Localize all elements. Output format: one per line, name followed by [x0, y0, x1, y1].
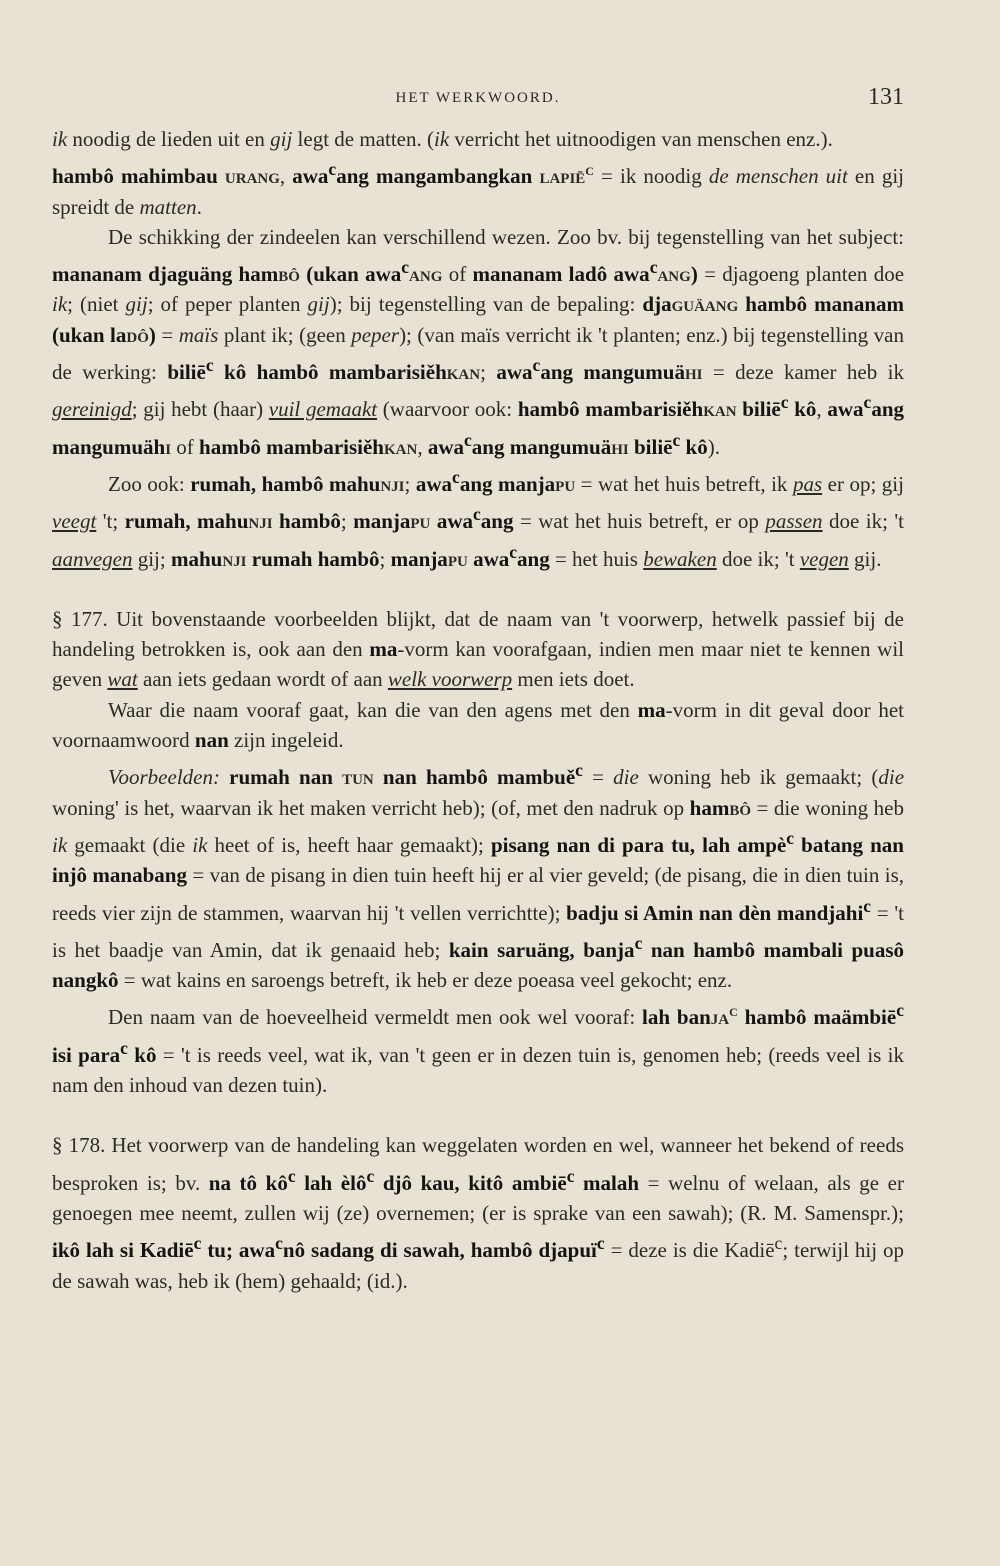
- paragraph: § 177. Uit bovenstaande voorbeelden blijkt, dat de naam van 't voorwerp, hetwelk passief bij de handeling betrokken is, ook aan den ma-vorm kan voorafgaan, indien men maar niet te kennen wil geven wat aan iets gedaan wordt of aan welk voorwerp men iets doet.: [52, 606, 905, 692]
- paragraph: Voorbeelden: rumah nan tun nan hambô mambuě$^c$ = die woning heb ik gemaakt; (die woning' is het, waarvan ik het maken verricht heb); (of, met den nadruk op hambô = die woning heb ik gemaakt (die ik heet of is, heeft haar gemaakt); pisang nan di para tu, lah ampè$^c$ batang nan injô manabang = van de pisang in dien tuin heeft hij er al vier geveld; (de pisang, die in dien tuin is, reeds vier zijn de stammen, waarvan hij 't vellen verrichtte); badju si Amin nan dèn mandjahi$^c$ = 't is het baadje van Amin, dat ik genaaid heb; kain saruäng, banja$^c$ nan hambô mambali puasô nangkô = wat kains en saroengs betreft, ik heb er deze poeasa veel gekocht; enz.: [52, 760, 905, 993]
- paragraph: hambô mahimbau urang, awa$^c$ang mangambangkan lapiē$^c$ = ik noodig de menschen uit en gij spreidt de matten.: [52, 159, 905, 219]
- paragraph: Zoo ook: rumah, hambô mahunji; awa$^c$ang manjapu = wat het huis betreft, ik pas er op; gij veegt 't; rumah, mahunji hambô; manjapu awa$^c$ang = wat het huis betreft, er op passen doe ik; 't aanvegen gij; mahunji rumah hambô; manjapu awa$^c$ang = het huis bewaken doe ik; 't vegen gij.: [52, 466, 905, 571]
- paragraph: De schikking der zindeelen kan verschillend wezen. Zoo bv. bij tegenstelling van het subject: mananam djaguäng hambô (ukan awa$^c$ang of mananam ladô awa$^c$ang) = djagoeng planten doe ik; (niet gij; of peper planten gij); bij tegenstelling van de bepaling: djaguäang hambô mananam (ukan ladô) = maïs plant ik; (geen peper); (van maïs verricht ik 't planten; enz.) bij tegenstelling van de werking: biliē$^c$ kô hambô mambarisiěhkan; awa$^c$ang mangumuähi = deze kamer heb ik gereinigd; gij hebt (haar) vuil gemaakt (waarvoor ook: hambô mambarisiěhkan biliē$^c$ kô, awa$^c$ang mangumuähi of hambô mambarisiěhkan, awa$^c$ang mangumuähi biliē$^c$ kô).: [52, 224, 905, 459]
- page-header: [52, 84, 904, 114]
- page-number: 131: [868, 84, 904, 110]
- body-text: [52, 124, 904, 1296]
- paragraph: Waar die naam vooraf gaat, kan die van den agens met den ma-vorm in dit geval door het voornaamwoord nan zijn ingeleid.: [52, 697, 905, 753]
- running-title: HET WERKWOORD.: [395, 90, 561, 106]
- paragraph: Den naam van de hoeveelheid vermeldt men ook wel vooraf: lah banja$^c$ hambô maämbiē$^c$ isi para$^c$ kô = 't is reeds veel, wat ik, van 't geen er in dezen tuin is, genomen heb; (reeds veel is ik nam den inhoud van dezen tuin).: [52, 1000, 905, 1098]
- paragraph: ik noodig de lieden uit en gij legt de matten. (ik verricht het uitnoodigen van menschen enz.).: [52, 127, 833, 151]
- paragraph: § 178. Het voorwerp van de handeling kan weggelaten worden en wel, wanneer het bekend of reeds besproken is; bv. na tô $kô^c$ lah èlô$^c$ djô kau, kitô ambiē$^c$ malah = welnu of welaan, als ge er genoegen mee neemt, zullen wij (ze) overnemen; (er is sprake van een sawah); (R. M. Samenspr.); ikô lah si Kadiē$^c$ tu; awa$^c$nô sadang di sawah, hambô djapuï$^c$ = deze is die Kadiē$^c$; terwijl hij op de sawah was, heb ik (hem) gehaald; (id.).: [52, 1133, 905, 1293]
